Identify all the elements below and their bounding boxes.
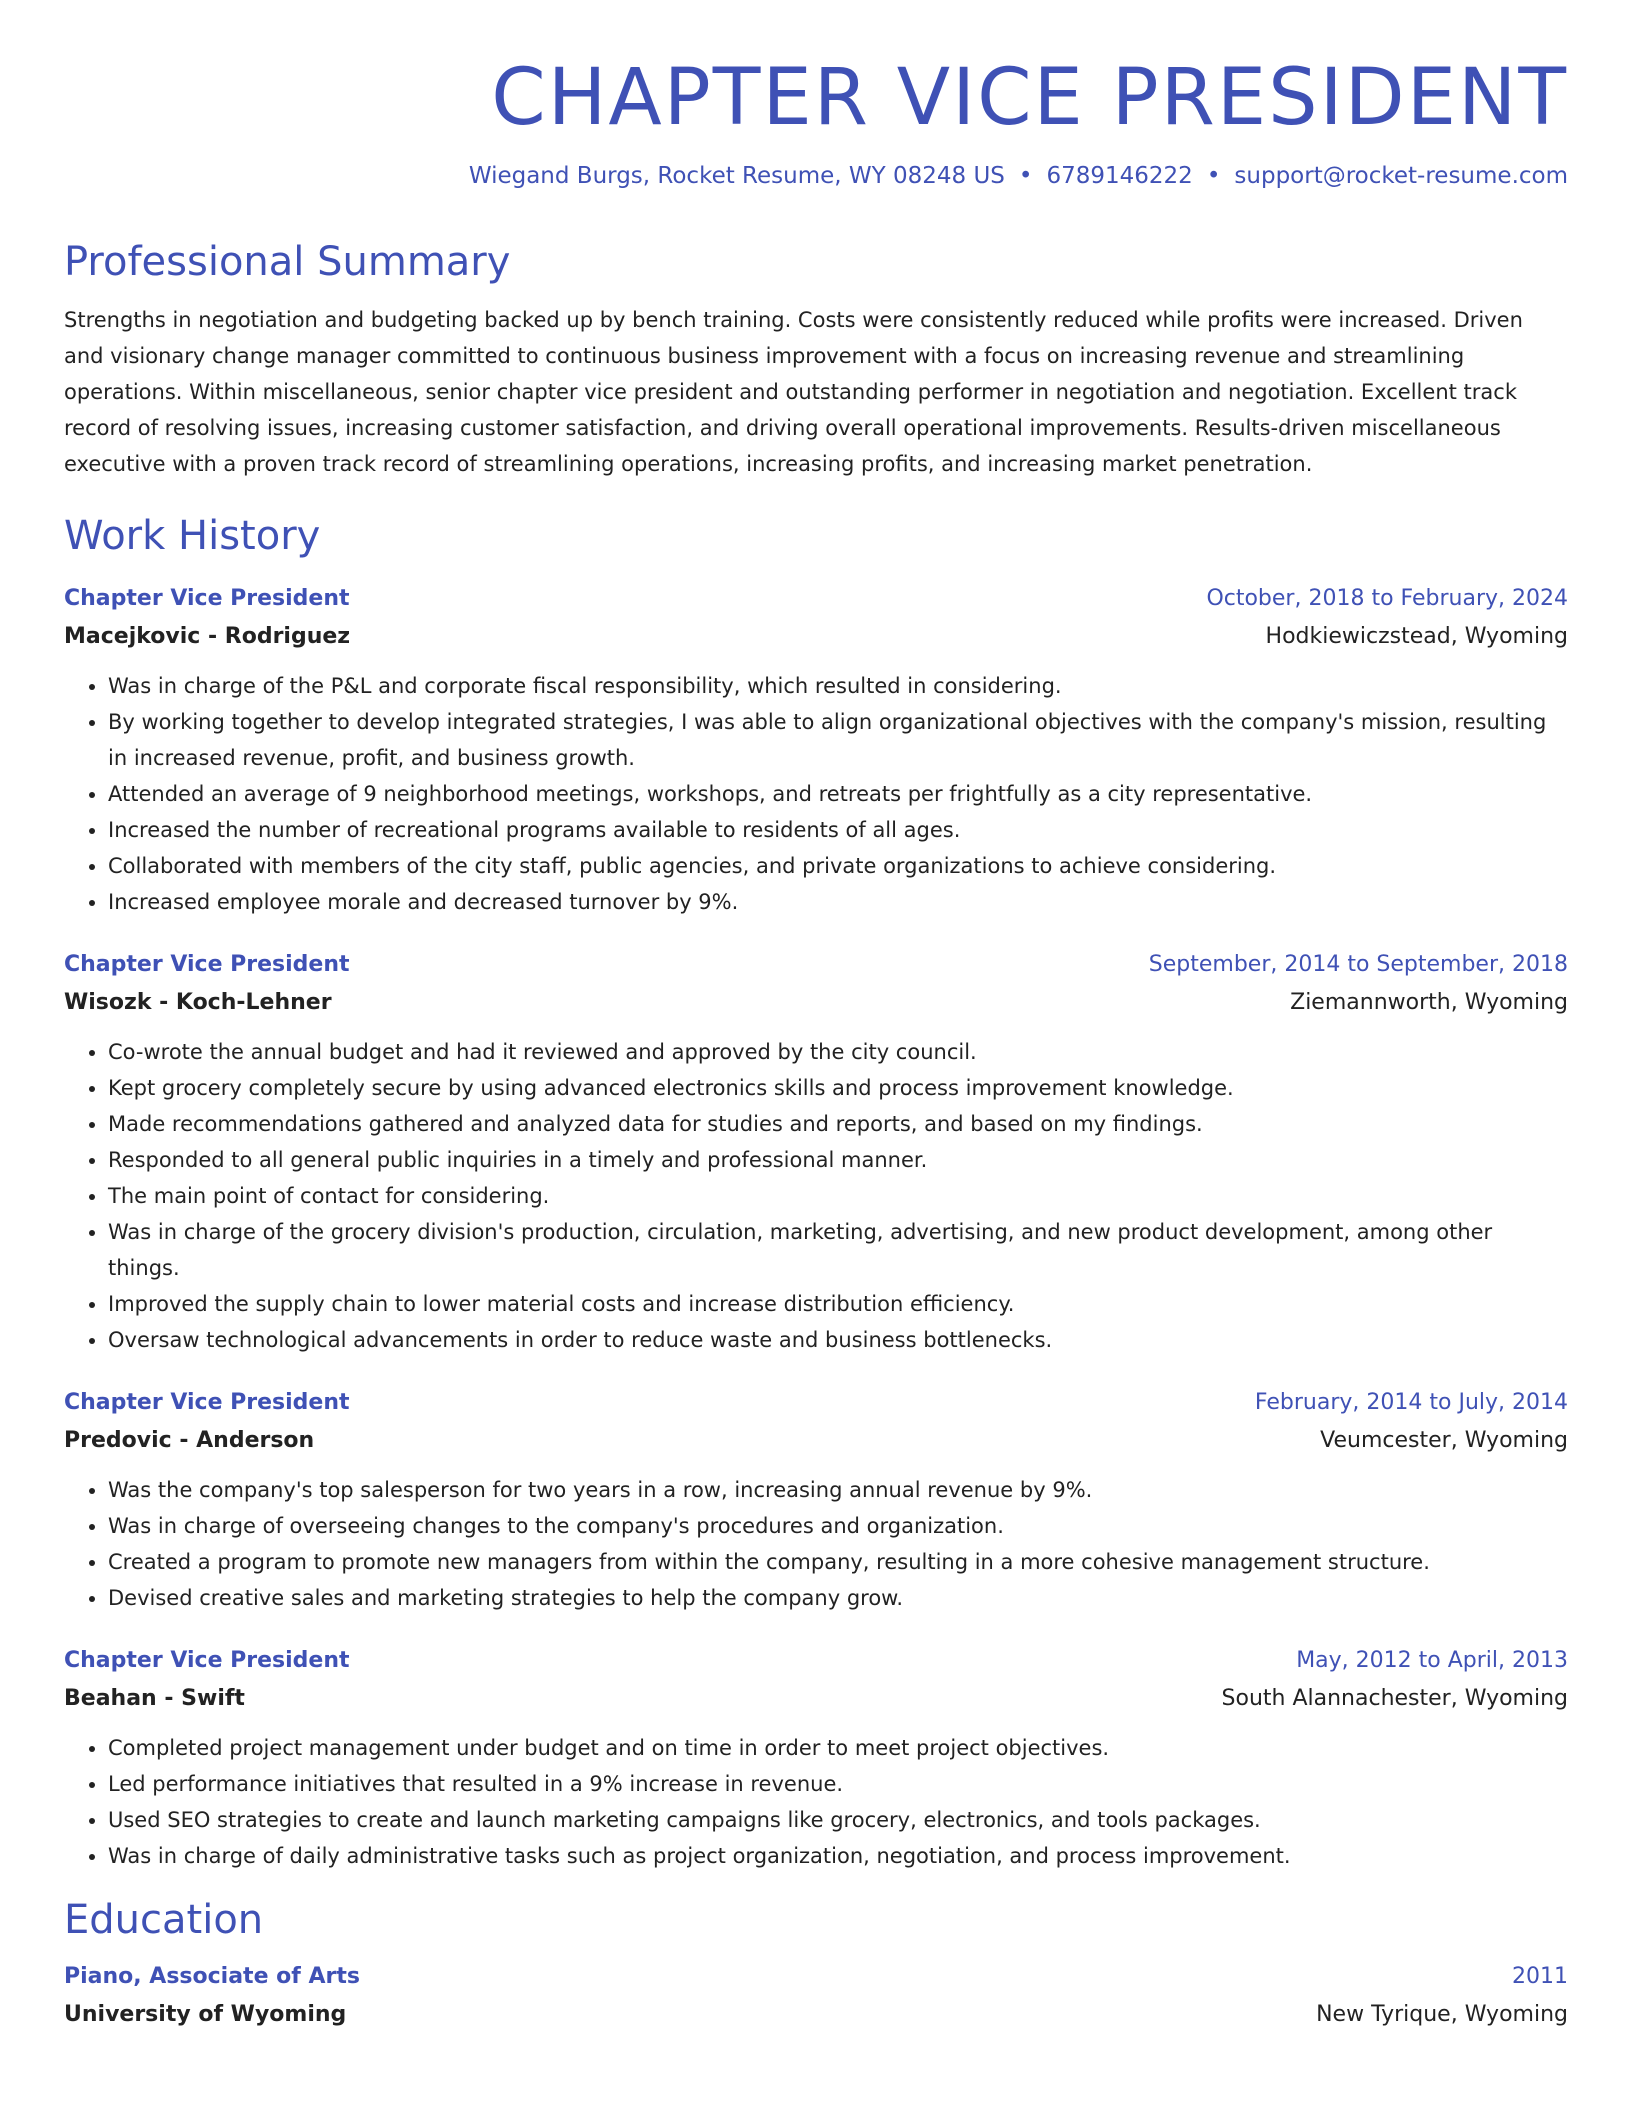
job-location: Hodkiewiczstead, Wyoming <box>1265 623 1568 649</box>
contact-separator: • <box>1018 162 1033 189</box>
list-item: • Increased the number of recreational programs available to residents of all ages. <box>108 812 1568 848</box>
list-item: • Devised creative sales and marketing strategies to help the company grow. <box>108 1580 1568 1616</box>
job-location: Veumcester, Wyoming <box>1320 1427 1568 1453</box>
contact-separator: • <box>1206 162 1221 189</box>
job-entry <box>64 1642 1568 1874</box>
degree-name: Piano, Associate of Arts <box>64 1963 360 1989</box>
job-bullets <box>64 1730 1568 1874</box>
company-name: Predovic - Anderson <box>64 1427 315 1453</box>
list-item: • The main point of contact for considering. <box>108 1178 1568 1214</box>
job-bullets <box>64 1034 1568 1358</box>
list-item: • Collaborated with members of the city staff, public agencies, and private organizations to achieve considering. <box>108 848 1568 884</box>
education-entry <box>64 1958 1568 2034</box>
contact-email[interactable]: support@rocket-resume.com <box>1234 162 1568 189</box>
summary-text: Strengths in negotiation and budgeting backed up by bench training. Costs were consistently reduced while profits were increased. Driven and visionary change manager committed to continuous business improvement with a focus on increasing revenue and streamlining operations. Within miscellaneous, senior chapter vice president and outstanding performer in negotiation and negotiation. Excellent track record of resolving issues, increasing customer satisfaction, and driving overall operational improvements. Results-driven miscellaneous executive with a proven track record of streamlining operations, increasing profits, and increasing market penetration. <box>64 307 1523 476</box>
list-item: • Was in charge of the P&L and corporate fiscal responsibility, which resulted in considering. <box>108 668 1568 704</box>
contact-address: Wiegand Burgs, Rocket Resume, WY 08248 US <box>468 162 1005 189</box>
job-location: South Alannachester, Wyoming <box>1221 1685 1568 1711</box>
list-item: • Co-wrote the annual budget and had it reviewed and approved by the city council. <box>108 1034 1568 1070</box>
job-dates: October, 2018 to February, 2024 <box>1206 585 1568 611</box>
job-title: Chapter Vice President <box>64 585 350 611</box>
school-name: University of Wyoming <box>64 2001 347 2027</box>
job-entry <box>64 1384 1568 1616</box>
work-history-heading: Work History <box>64 512 321 559</box>
job-title: Chapter Vice President <box>64 1389 350 1415</box>
job-dates: September, 2014 to September, 2018 <box>1148 951 1568 977</box>
contact-line <box>64 160 1568 192</box>
list-item: • By working together to develop integrated strategies, I was able to align organizational objectives with the company's mission, resulting in increased revenue, profit, and business growth. <box>108 704 1568 776</box>
list-item: • Used SEO strategies to create and launch marketing campaigns like grocery, electronics, and tools packages. <box>108 1802 1568 1838</box>
school-location: New Tyrique, Wyoming <box>1316 2001 1568 2027</box>
list-item: • Made recommendations gathered and analyzed data for studies and reports, and based on my findings. <box>108 1106 1568 1142</box>
job-title: Chapter Vice President <box>64 951 350 977</box>
job-location: Ziemannworth, Wyoming <box>1290 989 1568 1015</box>
company-name: Wisozk - Koch-Lehner <box>64 989 332 1015</box>
job-dates: May, 2012 to April, 2013 <box>1296 1647 1568 1673</box>
contact-phone[interactable]: 6789146222 <box>1046 162 1193 189</box>
list-item: • Was in charge of overseeing changes to the company's procedures and organization. <box>108 1508 1568 1544</box>
education-heading: Education <box>64 1896 264 1943</box>
list-item: • Improved the supply chain to lower material costs and increase distribution efficiency. <box>108 1286 1568 1322</box>
summary-heading: Professional Summary <box>64 238 511 285</box>
job-bullets <box>64 668 1568 920</box>
company-name: Beahan - Swift <box>64 1685 245 1711</box>
list-item: • Attended an average of 9 neighborhood meetings, workshops, and retreats per frightfully as a city representative. <box>108 776 1568 812</box>
job-title: Chapter Vice President <box>64 1647 350 1673</box>
list-item: • Oversaw technological advancements in order to reduce waste and business bottlenecks. <box>108 1322 1568 1358</box>
job-dates: February, 2014 to July, 2014 <box>1254 1389 1568 1415</box>
list-item: • Kept grocery completely secure by using advanced electronics skills and process improvement knowledge. <box>108 1070 1568 1106</box>
company-name: Macejkovic - Rodriguez <box>64 623 351 649</box>
list-item: • Was in charge of daily administrative tasks such as project organization, negotiation, and process improvement. <box>108 1838 1568 1874</box>
job-entry <box>64 580 1568 920</box>
list-item: • Was the company's top salesperson for two years in a row, increasing annual revenue by 9%. <box>108 1472 1568 1508</box>
list-item: • Led performance initiatives that resulted in a 9% increase in revenue. <box>108 1766 1568 1802</box>
work-history-list <box>64 580 1568 1874</box>
job-bullets <box>64 1472 1568 1616</box>
list-item: • Was in charge of the grocery division's production, circulation, marketing, advertising, and new product development, among other things. <box>108 1214 1568 1286</box>
list-item: • Increased employee morale and decreased turnover by 9%. <box>108 884 1568 920</box>
list-item: • Created a program to promote new managers from within the company, resulting in a more cohesive management structure. <box>108 1544 1568 1580</box>
resume-title: CHAPTER VICE PRESIDENT <box>491 53 1568 143</box>
list-item: • Completed project management under budget and on time in order to meet project objectives. <box>108 1730 1568 1766</box>
job-entry <box>64 946 1568 1358</box>
graduation-year: 2011 <box>1512 1963 1568 1989</box>
resume-page <box>64 0 1568 2034</box>
list-item: • Responded to all general public inquiries in a timely and professional manner. <box>108 1142 1568 1178</box>
